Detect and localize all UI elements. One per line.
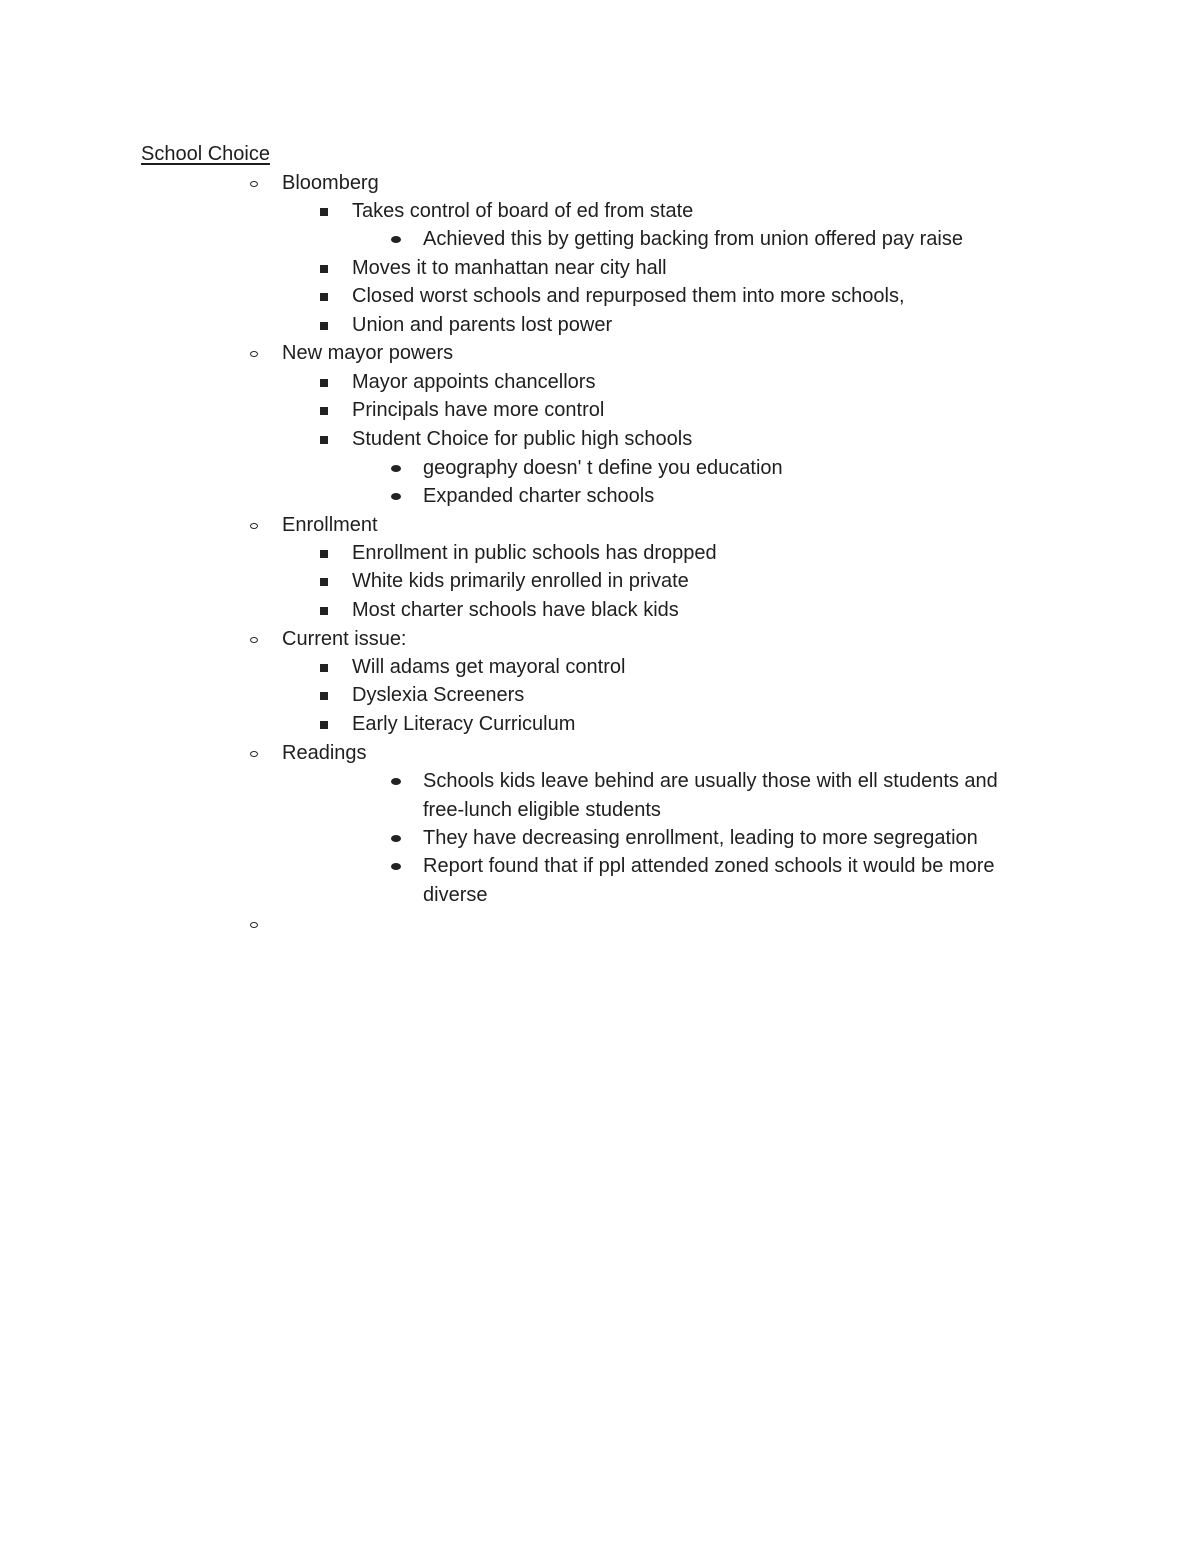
- square-bullet-icon: [320, 692, 328, 700]
- list-item-level1: [282, 511, 378, 540]
- list-item-level2: [352, 596, 679, 625]
- square-bullet-icon: [320, 208, 328, 216]
- list-item-text: Bloomberg: [282, 172, 379, 194]
- list-item-text: Principals have more control: [352, 399, 605, 421]
- list-item-level2: [352, 311, 612, 340]
- list-item-level3: [423, 454, 783, 483]
- square-bullet-icon: [320, 607, 328, 615]
- list-item-text: Enrollment in public schools has dropped: [352, 542, 717, 564]
- square-bullet-icon: [320, 407, 328, 415]
- list-item-level2: [352, 368, 595, 397]
- square-bullet-icon: [320, 664, 328, 672]
- hollow-circle-bullet-icon: [250, 351, 258, 357]
- list-item-level2: [352, 681, 524, 710]
- list-item-text: Union and parents lost power: [352, 314, 613, 336]
- page-title: School Choice: [141, 143, 270, 165]
- filled-dot-bullet-icon: [391, 778, 401, 785]
- square-bullet-icon: [320, 721, 328, 729]
- list-item-text: Most charter schools have black kids: [352, 599, 679, 621]
- list-item-text: free-lunch eligible students: [423, 799, 661, 821]
- list-item-text: New mayor powers: [282, 342, 454, 364]
- list-item-text: Enrollment: [282, 514, 378, 536]
- list-item-text: Current issue:: [282, 628, 407, 650]
- list-item-level3: [423, 225, 963, 254]
- list-item-level1: [282, 339, 453, 368]
- list-item-text: Takes control of board of ed from state: [352, 200, 694, 222]
- list-item-level2: [352, 710, 575, 739]
- list-item-continuation: [423, 796, 661, 825]
- square-bullet-icon: [320, 578, 328, 586]
- list-item-text: Dyslexia Screeners: [352, 684, 525, 706]
- list-item-level2: [352, 396, 604, 425]
- list-item-level2: [352, 425, 692, 454]
- list-item-text: Schools kids leave behind are usually those with ell students and: [423, 770, 998, 792]
- list-item-level2: [352, 539, 717, 568]
- list-item-level2: [352, 282, 905, 311]
- square-bullet-icon: [320, 293, 328, 301]
- list-item-text: Early Literacy Curriculum: [352, 713, 576, 735]
- filled-dot-bullet-icon: [391, 493, 401, 500]
- square-bullet-icon: [320, 322, 328, 330]
- list-item-level2: [352, 567, 689, 596]
- list-item-text: Achieved this by getting backing from union offered pay raise: [423, 228, 963, 250]
- list-item-text: Mayor appoints chancellors: [352, 371, 596, 393]
- hollow-circle-bullet-icon: [250, 751, 258, 757]
- hollow-circle-bullet-icon: [250, 181, 258, 187]
- list-item-text: geography doesn' t define you education: [423, 457, 783, 479]
- hollow-circle-bullet-icon: [250, 637, 258, 643]
- list-item-level3: [423, 852, 994, 881]
- filled-dot-bullet-icon: [391, 236, 401, 243]
- hollow-circle-bullet-icon: [250, 922, 258, 928]
- list-item-level2: [352, 254, 667, 283]
- list-item-text: Report found that if ppl attended zoned schools it would be more: [423, 855, 995, 877]
- list-item-text: White kids primarily enrolled in private: [352, 570, 689, 592]
- list-item-text: Will adams get mayoral control: [352, 656, 626, 678]
- square-bullet-icon: [320, 265, 328, 273]
- square-bullet-icon: [320, 550, 328, 558]
- list-item-level1: [282, 169, 379, 198]
- square-bullet-icon: [320, 436, 328, 444]
- list-item-text: diverse: [423, 884, 488, 906]
- list-item-level2: [352, 653, 625, 682]
- filled-dot-bullet-icon: [391, 465, 401, 472]
- filled-dot-bullet-icon: [391, 835, 401, 842]
- list-item-level2: [352, 197, 693, 226]
- list-item-continuation: [423, 881, 487, 910]
- list-item-level3: [423, 482, 654, 511]
- list-item-level3: [423, 767, 998, 796]
- filled-dot-bullet-icon: [391, 863, 401, 870]
- list-item-text: Student Choice for public high schools: [352, 428, 693, 450]
- list-item-text: Closed worst schools and repurposed them into more schools,: [352, 285, 905, 307]
- list-item-level1: [282, 739, 367, 768]
- list-item-text: Expanded charter schools: [423, 485, 655, 507]
- list-item-level1: [282, 625, 407, 654]
- square-bullet-icon: [320, 379, 328, 387]
- list-item-text: Moves it to manhattan near city hall: [352, 257, 667, 279]
- hollow-circle-bullet-icon: [250, 523, 258, 529]
- list-item-text: Readings: [282, 742, 367, 764]
- list-item-text: They have decreasing enrollment, leading to more segregation: [423, 827, 978, 849]
- list-item-level3: [423, 824, 978, 853]
